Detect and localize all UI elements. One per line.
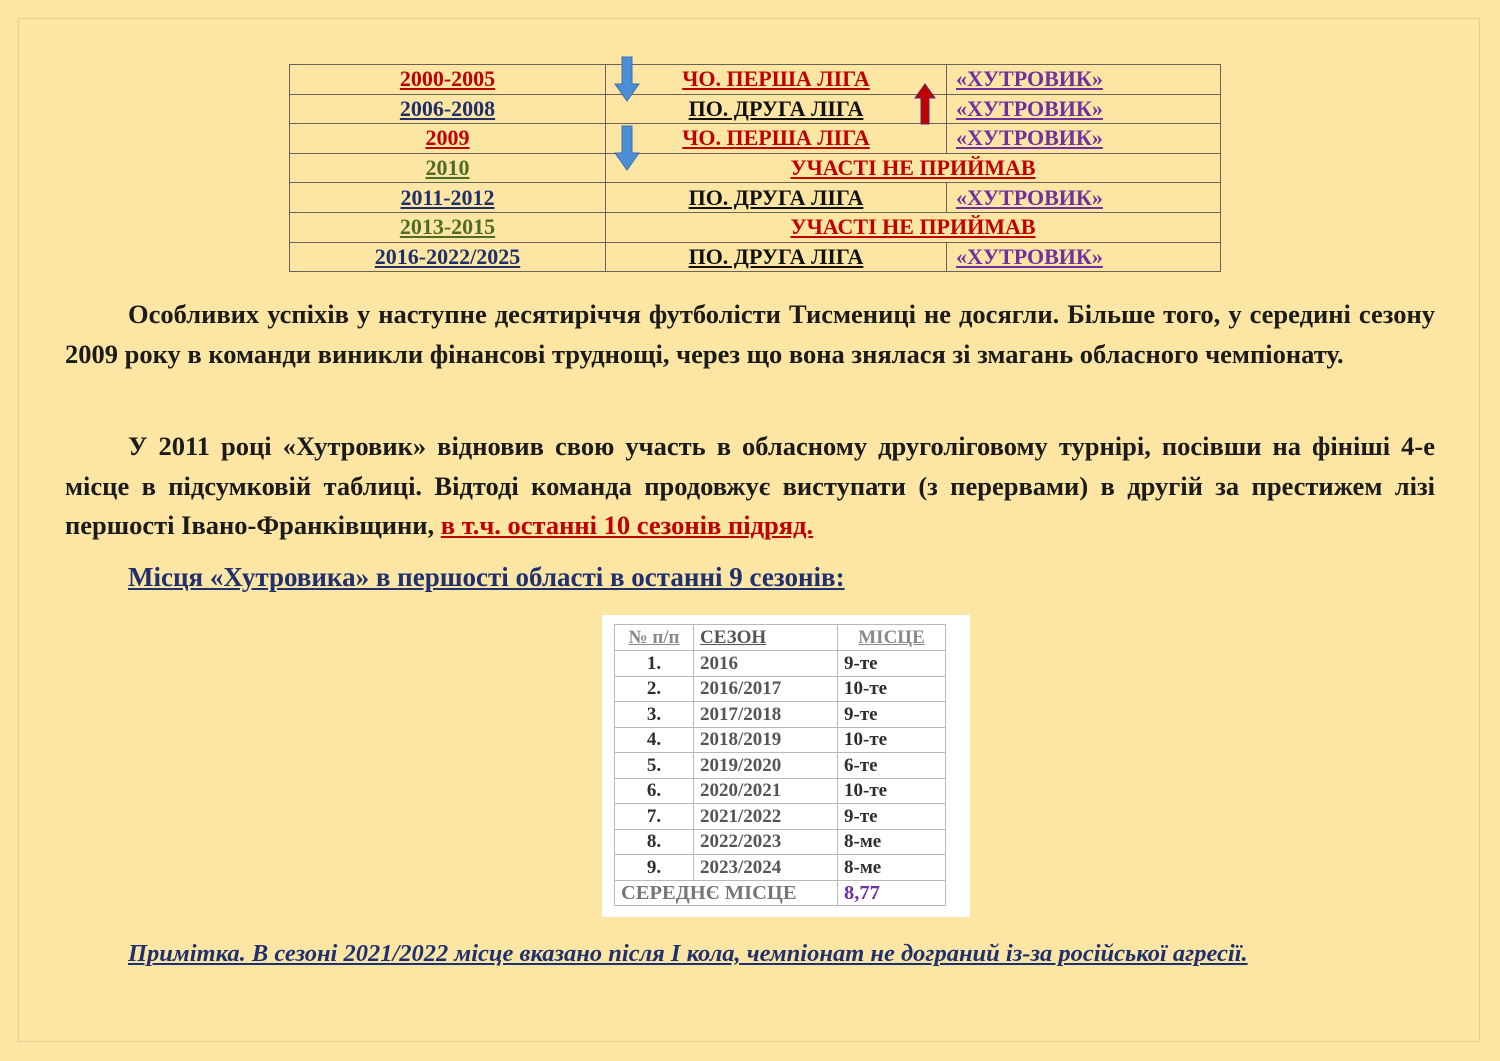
years-cell: 2009 — [290, 124, 606, 154]
years-cell: 2013-2015 — [290, 212, 606, 242]
team-cell: «ХУТРОВИК» — [947, 242, 1221, 272]
years-cell: 2010 — [290, 153, 606, 183]
season-cell: 2016 — [694, 651, 838, 677]
table-row — [615, 778, 946, 804]
average-label: СЕРЕДНЄ МІСЦЕ — [615, 880, 838, 906]
table-row — [290, 65, 1221, 95]
season-cell: 2021/2022 — [694, 804, 838, 830]
table-row — [615, 702, 946, 728]
team-cell: «ХУТРОВИК» — [947, 94, 1221, 124]
season-cell: 2018/2019 — [694, 727, 838, 753]
no-participation-cell: УЧАСТІ НЕ ПРИЙМАВ — [606, 212, 1221, 242]
paragraph-1 — [65, 295, 1435, 374]
table-row — [615, 829, 946, 855]
season-cell: 2016/2017 — [694, 676, 838, 702]
place-cell: 10-те — [838, 676, 946, 702]
column-header-place: МІСЦЕ — [838, 625, 946, 651]
number-cell: 7. — [615, 804, 694, 830]
table-row — [615, 727, 946, 753]
team-cell: «ХУТРОВИК» — [947, 65, 1221, 95]
number-cell: 4. — [615, 727, 694, 753]
highlighted-text: в т.ч. останні 10 сезонів підряд. — [440, 510, 814, 540]
place-cell: 9-те — [838, 702, 946, 728]
no-participation-cell: УЧАСТІ НЕ ПРИЙМАВ — [606, 153, 1221, 183]
rankings-subheading: Місця «Хутровика» в першості області в останні 9 сезонів: — [128, 562, 845, 592]
paragraph-1-text: Особливих успіхів у наступне десятиріччя футболісти Тисмениці не досягли. Більше того, у середині сезону 2009 року в команди виникли фінансові труднощі, через що вона знялася зі змагань обласного чемпіонату. — [65, 299, 1435, 369]
number-cell: 9. — [615, 855, 694, 881]
season-cell: 2017/2018 — [694, 702, 838, 728]
league-cell: ПО. ДРУГА ЛІГА — [606, 242, 947, 272]
years-cell: 2006-2008 — [290, 94, 606, 124]
league-cell: ПО. ДРУГА ЛІГА — [606, 183, 947, 213]
season-cell: 2022/2023 — [694, 829, 838, 855]
league-cell: ЧО. ПЕРША ЛІГА — [606, 65, 947, 95]
footnote: Примітка. В сезоні 2021/2022 місце вказано після І кола, чемпіонат не дограний із-за російської агресії. — [128, 940, 1248, 967]
place-cell: 6-те — [838, 753, 946, 779]
team-cell: «ХУТРОВИК» — [947, 183, 1221, 213]
place-cell: 8-ме — [838, 855, 946, 881]
table-row — [615, 855, 946, 881]
paragraph-2-text: У 2011 році «Хутровик» відновив свою участь в обласному друголіговому турнірі, посівши на фініші 4-е місце в підсумковій таблиці. Відтоді команда продовжує виступати (з перервами) в другій за престижем лізі першості Івано-Франківщини, — [65, 431, 1435, 540]
arrow-down-icon — [614, 125, 640, 171]
number-cell: 5. — [615, 753, 694, 779]
table-row — [290, 153, 1221, 183]
table-row — [615, 804, 946, 830]
number-cell: 6. — [615, 778, 694, 804]
league-history-table — [289, 64, 1221, 272]
column-header-season: СЕЗОН — [694, 625, 838, 651]
table-row — [615, 651, 946, 677]
years-cell: 2016-2022/2025 — [290, 242, 606, 272]
league-cell: ЧО. ПЕРША ЛІГА — [606, 124, 947, 154]
years-cell: 2011-2012 — [290, 183, 606, 213]
number-cell: 8. — [615, 829, 694, 855]
arrow-down-icon — [614, 56, 640, 102]
team-cell: «ХУТРОВИК» — [947, 124, 1221, 154]
place-cell: 9-те — [838, 651, 946, 677]
average-value: 8,77 — [838, 880, 946, 906]
number-cell: 3. — [615, 702, 694, 728]
place-cell: 10-те — [838, 778, 946, 804]
place-cell: 8-ме — [838, 829, 946, 855]
average-row — [615, 880, 946, 906]
season-cell: 2019/2020 — [694, 753, 838, 779]
paragraph-2 — [65, 427, 1435, 546]
place-cell: 10-те — [838, 727, 946, 753]
place-cell: 9-те — [838, 804, 946, 830]
table-row — [615, 753, 946, 779]
rankings-table-image — [602, 615, 970, 917]
table-row — [290, 242, 1221, 272]
years-cell: 2000-2005 — [290, 65, 606, 95]
season-cell: 2020/2021 — [694, 778, 838, 804]
table-row — [290, 94, 1221, 124]
table-row — [290, 124, 1221, 154]
table-row — [615, 676, 946, 702]
table-header-row — [615, 625, 946, 651]
season-cell: 2023/2024 — [694, 855, 838, 881]
column-header-number: № п/п — [615, 625, 694, 651]
arrow-up-icon — [914, 83, 936, 125]
rankings-table — [614, 624, 946, 906]
league-cell: ПО. ДРУГА ЛІГА — [606, 94, 947, 124]
number-cell: 1. — [615, 651, 694, 677]
table-row — [290, 212, 1221, 242]
table-row — [290, 183, 1221, 213]
number-cell: 2. — [615, 676, 694, 702]
